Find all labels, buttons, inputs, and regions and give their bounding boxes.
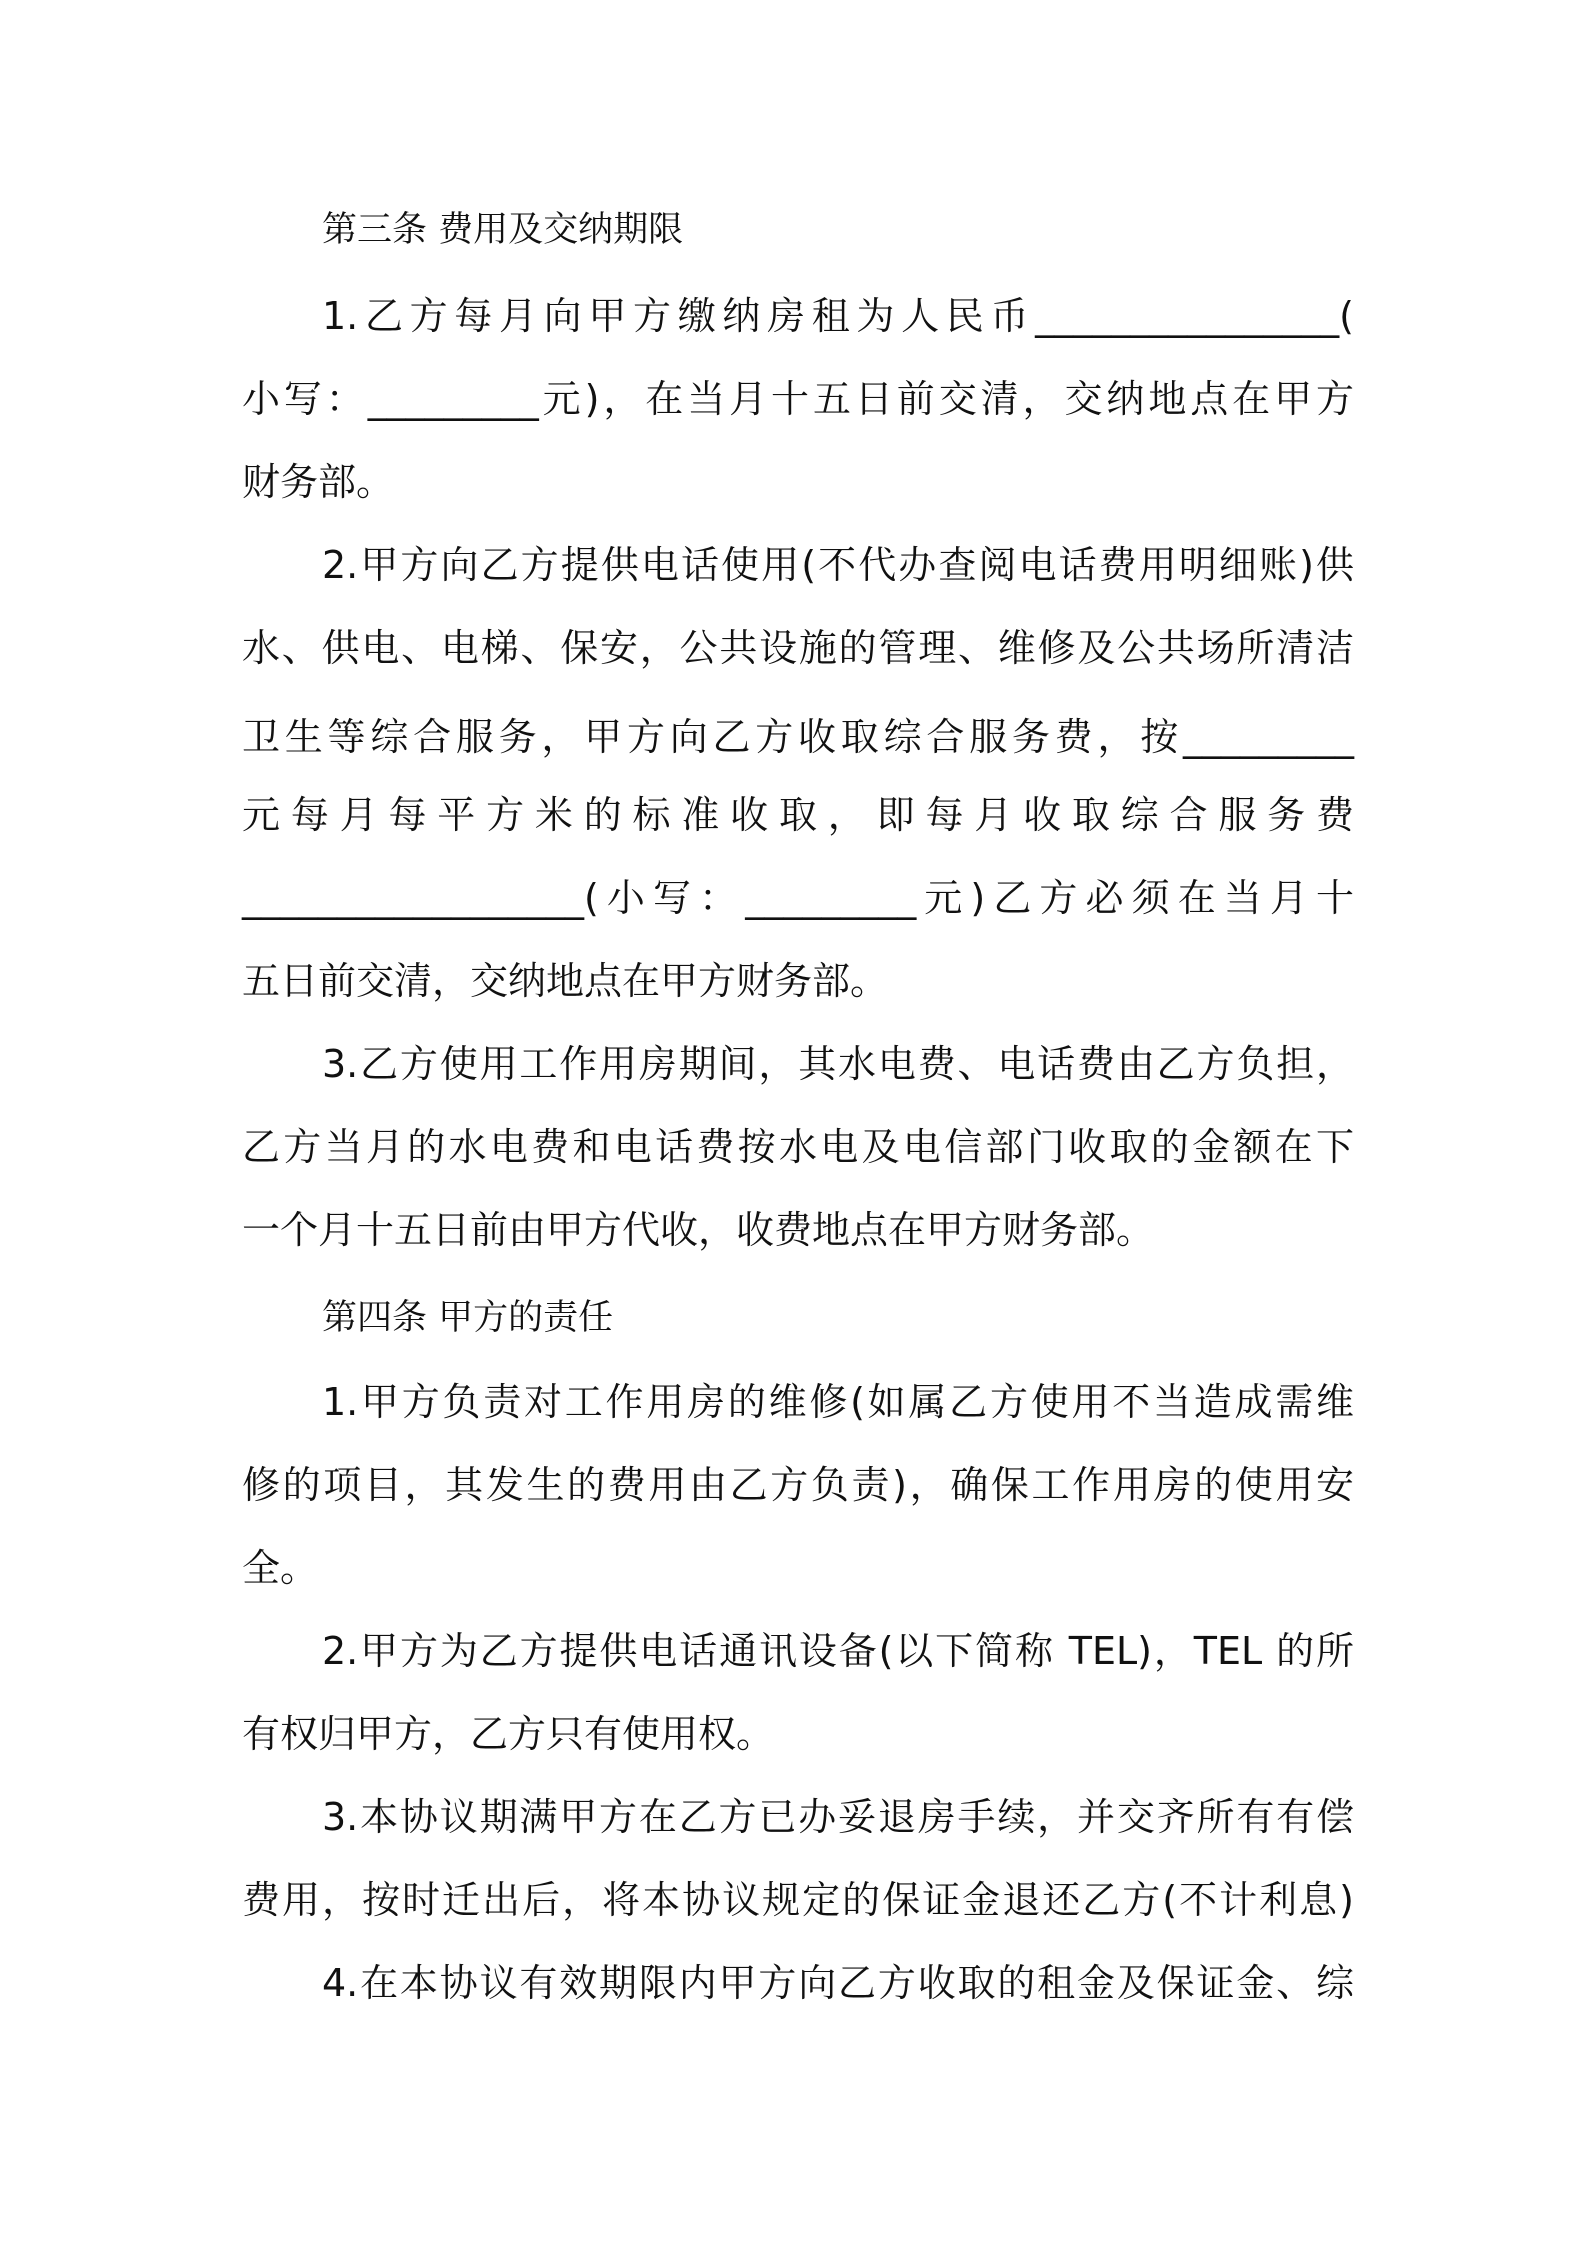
paragraph-line: 水、供电、电梯、保安，公共设施的管理、维修及公共场所清洁 bbox=[242, 626, 1354, 670]
paragraph-line: 2.甲方为乙方提供电话通讯设备(以下简称 TEL)，TEL 的所 bbox=[322, 1629, 1354, 1673]
article-3-heading: 第三条 费用及交纳期限 bbox=[322, 210, 684, 250]
paragraph-line: 1.乙方每月向甲方缴纳房租为人民币________________( bbox=[322, 294, 1354, 338]
paragraph-line: 一个月十五日前由甲方代收，收费地点在甲方财务部。 bbox=[242, 1208, 1155, 1252]
paragraph-line: 元每月每平方米的标准收取，即每月收取综合服务费 bbox=[242, 793, 1354, 837]
paragraph-line: 1.甲方负责对工作用房的维修(如属乙方使用不当造成需维 bbox=[322, 1380, 1354, 1424]
paragraph-line: 乙方当月的水电费和电话费按水电及电信部门收取的金额在下 bbox=[242, 1125, 1354, 1169]
paragraph-line: 五日前交清，交纳地点在甲方财务部。 bbox=[242, 959, 889, 1003]
paragraph-line: 2.甲方向乙方提供电话使用(不代办查阅电话费用明细账)供 bbox=[322, 543, 1354, 587]
paragraph-line: 修的项目，其发生的费用由乙方负责)，确保工作用房的使用安 bbox=[242, 1463, 1354, 1507]
paragraph-line: 财务部。 bbox=[242, 460, 395, 504]
paragraph-line: 小写：_________元)，在当月十五日前交清，交纳地点在甲方 bbox=[242, 377, 1354, 421]
article-4-heading: 第四条 甲方的责任 bbox=[322, 1298, 614, 1338]
paragraph-line: 全。 bbox=[242, 1546, 319, 1590]
paragraph-line: 3.乙方使用工作用房期间，其水电费、电话费由乙方负担， bbox=[322, 1042, 1354, 1086]
paragraph-line: 3.本协议期满甲方在乙方已办妥退房手续，并交齐所有有偿 bbox=[322, 1795, 1354, 1839]
paragraph-line: 有权归甲方，乙方只有使用权。 bbox=[242, 1712, 775, 1756]
paragraph-line: 费用，按时迁出后，将本协议规定的保证金退还乙方(不计利息) bbox=[242, 1878, 1354, 1922]
paragraph-line: 卫生等综合服务，甲方向乙方收取综合服务费，按_________ bbox=[242, 715, 1354, 759]
paragraph-line: 4.在本协议有效期限内甲方向乙方收取的租金及保证金、综 bbox=[322, 1961, 1354, 2005]
paragraph-line: __________________(小写：_________元)乙方必须在当月十 bbox=[242, 876, 1354, 920]
